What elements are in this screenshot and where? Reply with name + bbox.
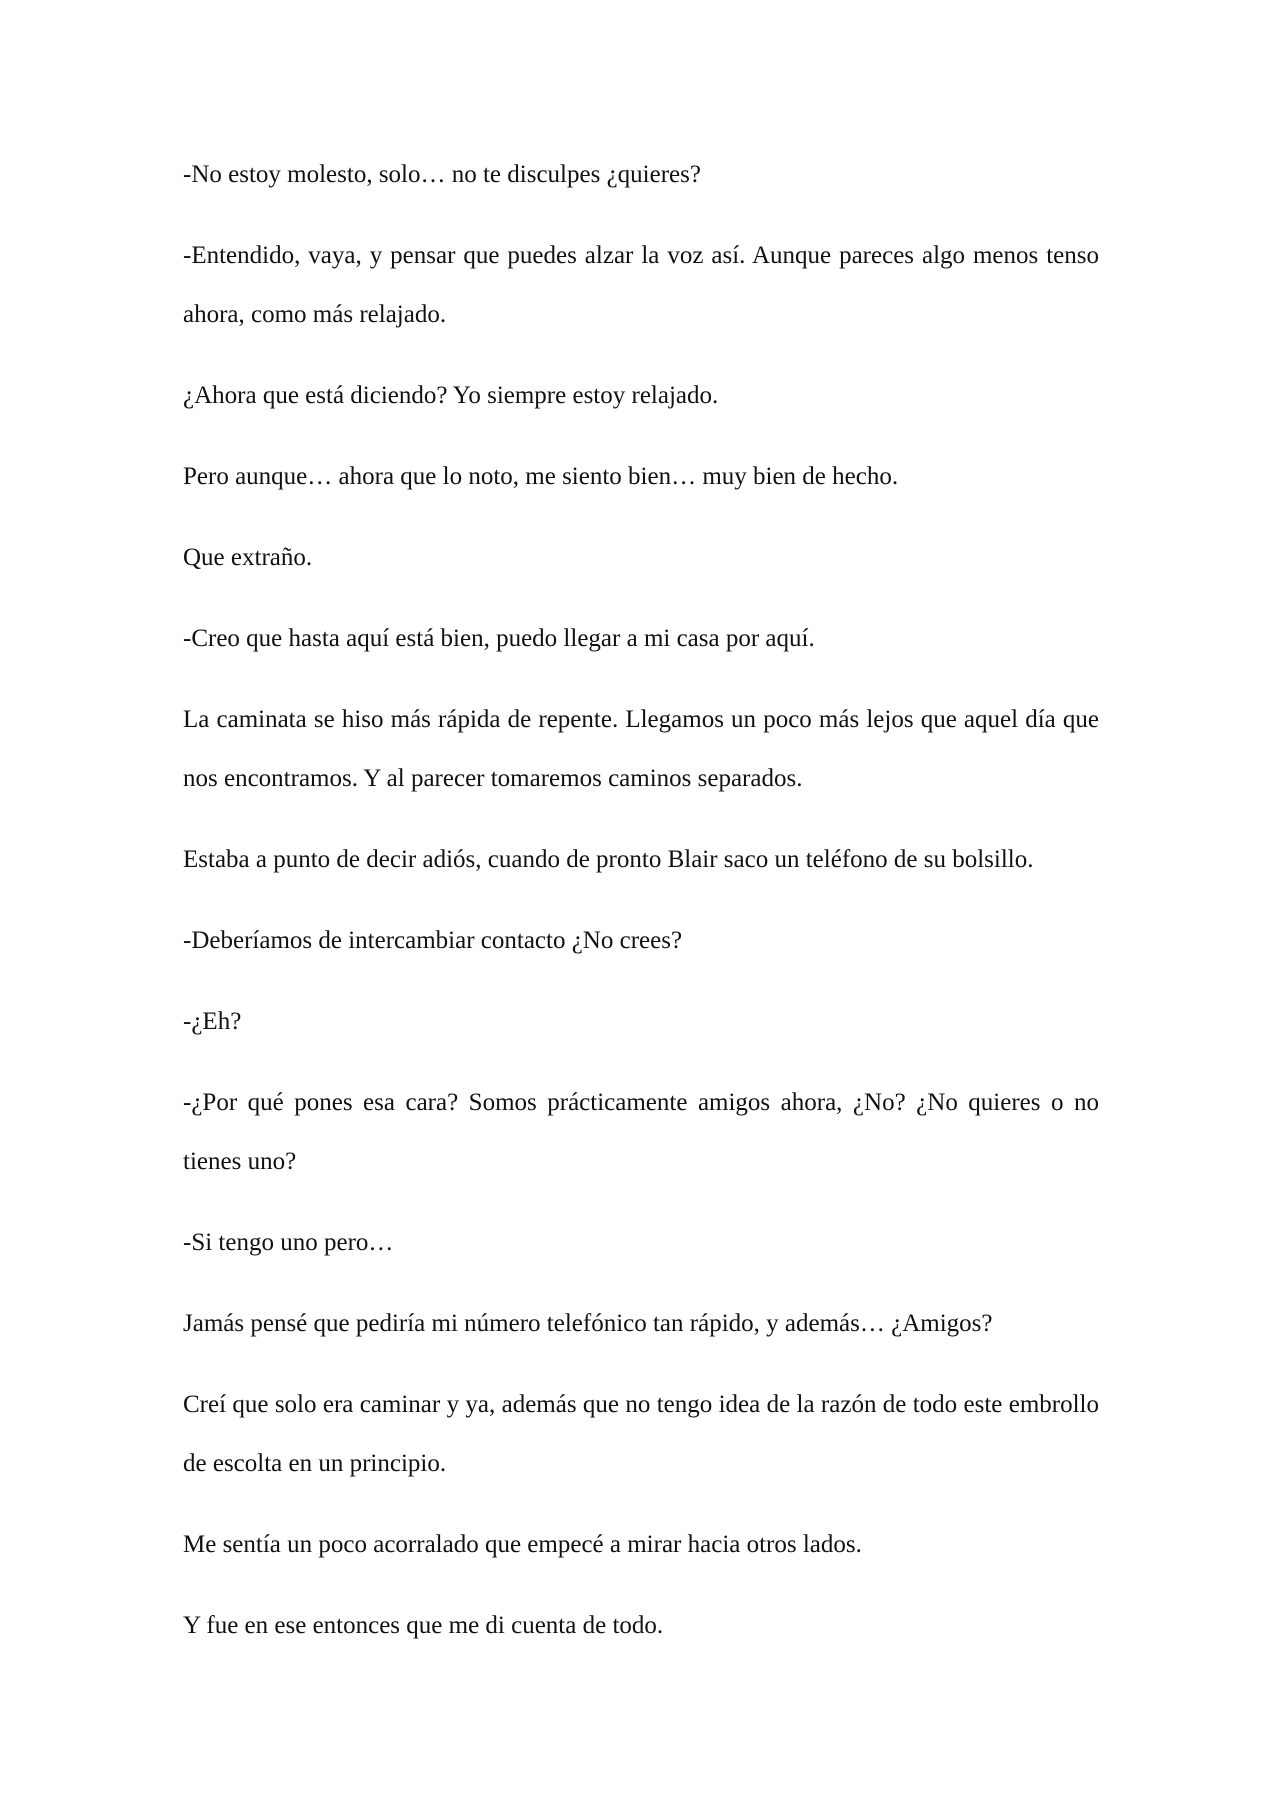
paragraph: -No estoy molesto, solo… no te disculpes ¿quieres?	[183, 161, 701, 188]
paragraph: -¿Por qué pones esa cara? Somos prácticamente amigos ahora, ¿No? ¿No quieres o no tienes uno?	[183, 1089, 1099, 1175]
paragraph: -Creo que hasta aquí está bien, puedo llegar a mi casa por aquí.	[183, 625, 815, 652]
paragraph: Y fue en ese entonces que me di cuenta de todo.	[183, 1612, 664, 1639]
paragraph: Que extraño.	[183, 544, 313, 571]
paragraph: Estaba a punto de decir adiós, cuando de pronto Blair saco un teléfono de su bolsillo.	[183, 846, 1034, 873]
paragraph: -Deberíamos de intercambiar contacto ¿No crees?	[183, 927, 683, 954]
paragraph: Pero aunque… ahora que lo noto, me siento bien… muy bien de hecho.	[183, 463, 899, 490]
paragraph: Jamás pensé que pediría mi número telefónico tan rápido, y además… ¿Amigos?	[183, 1310, 993, 1337]
document-body	[183, 145, 1099, 1677]
paragraph: Me sentía un poco acorralado que empecé a mirar hacia otros lados.	[183, 1531, 862, 1558]
paragraph: Creí que solo era caminar y ya, además que no tengo idea de la razón de todo este embrollo de escolta en un principio.	[183, 1391, 1099, 1477]
paragraph: -¿Eh?	[183, 1008, 242, 1035]
paragraph: La caminata se hiso más rápida de repente. Llegamos un poco más lejos que aquel día que nos encontramos. Y al parecer tomaremos caminos separados.	[183, 706, 1099, 792]
paragraph: -Si tengo uno pero…	[183, 1229, 394, 1256]
paragraph: ¿Ahora que está diciendo? Yo siempre estoy relajado.	[183, 382, 719, 409]
paragraph: -Entendido, vaya, y pensar que puedes alzar la voz así. Aunque pareces algo menos tenso ahora, como más relajado.	[183, 242, 1099, 328]
